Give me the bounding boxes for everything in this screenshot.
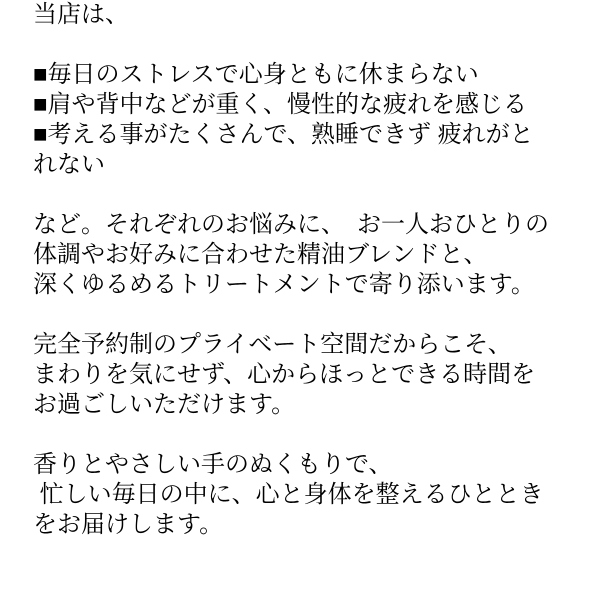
text-line: れない bbox=[33, 151, 105, 178]
text-line: まわりを気にせず、心からほっとできる時間を bbox=[33, 361, 536, 388]
text-line: 当店は、 bbox=[33, 1, 129, 28]
text-line: をお届けします。 bbox=[33, 511, 224, 538]
bullet-text-line: ■肩や背中などが重く、慢性的な疲れを感じる bbox=[33, 91, 528, 118]
paragraph-intro bbox=[33, 0, 593, 30]
text-line: 深くゆるめるトリートメントで寄り添います。 bbox=[33, 271, 535, 298]
paragraph-approach bbox=[33, 210, 593, 300]
paragraph-closing bbox=[33, 450, 593, 540]
text-line: 体調やお好みに合わせた精油ブレンドと、 bbox=[33, 241, 488, 268]
text-line: 香りとやさしい手のぬくもりで、 bbox=[33, 451, 393, 478]
paragraph-concerns-list bbox=[33, 60, 593, 180]
paragraph-private-space bbox=[33, 330, 593, 420]
text-line: 忙しい毎日の中に、心と身体を整えるひととき bbox=[33, 481, 544, 508]
bullet-text-line: ■毎日のストレスで心身ともに休まらない bbox=[33, 61, 479, 88]
description-text-block bbox=[33, 0, 593, 570]
bullet-text-line: ■考える事がたくさんで、熟睡できず 疲れがと bbox=[33, 121, 534, 148]
text-line: など。それぞれのお悩みに、 お一人おひとりの bbox=[33, 211, 549, 238]
text-line: 完全予約制のプライベート空間だからこそ、 bbox=[33, 331, 512, 358]
text-line: お過ごしいただけます。 bbox=[33, 391, 296, 418]
